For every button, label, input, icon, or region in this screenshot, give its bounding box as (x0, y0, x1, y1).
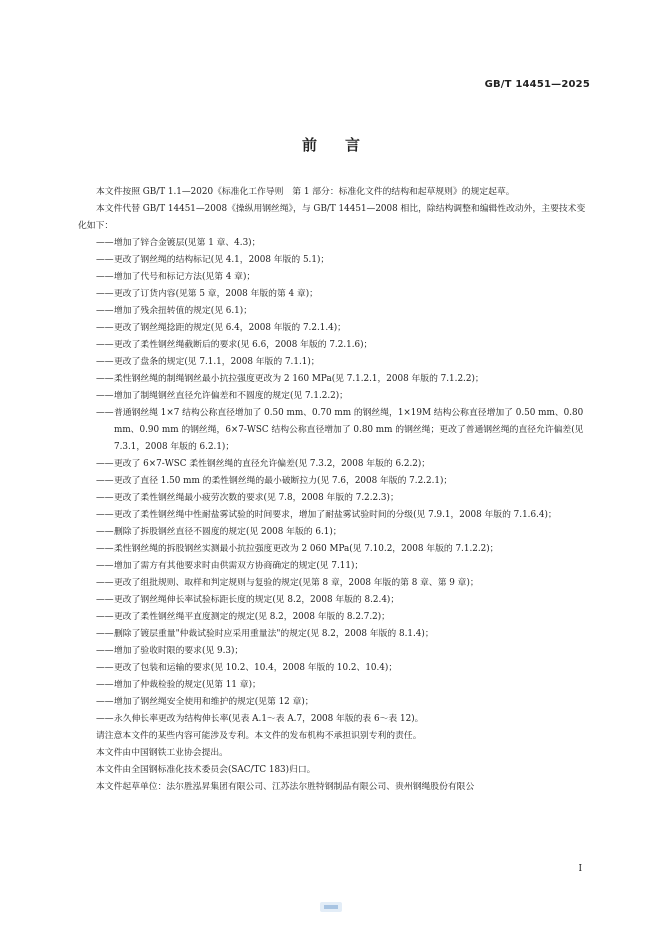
change-item (78, 541, 592, 558)
change-item (78, 473, 592, 490)
change-item (78, 354, 592, 371)
change-item (78, 558, 592, 575)
footer-logo-icon (320, 902, 342, 912)
change-text: 删除了镀层重量"仲裁试验时应采用重量法"的规定(见 8.2，2008 年版的 8.1.4)； (114, 629, 434, 639)
list-dash: —— (96, 714, 114, 724)
change-text: 更改了柔性钢丝绳截断后的要求(见 6.6，2008 年版的 7.2.1.6)； (114, 340, 373, 350)
change-text: 更改了组批规则、取样和判定规则与复验的规定(见第 8 章，2008 年版的第 8 章、第 9 章)； (114, 578, 479, 588)
list-dash: —— (96, 527, 114, 537)
list-dash: —— (96, 697, 114, 707)
change-text: 更改了钢丝绳伸长率试验标距长度的规定(见 8.2，2008 年版的 8.2.4)； (114, 595, 400, 605)
change-text: 更改了订货内容(见第 5 章，2008 年版的第 4 章)； (114, 289, 318, 299)
change-item (78, 694, 592, 711)
list-dash: —— (96, 561, 114, 571)
change-item (78, 660, 592, 677)
list-dash: —— (96, 595, 114, 605)
change-item (78, 303, 592, 320)
change-text: 增加了需方有其他要求时由供需双方协商确定的规定(见 7.11)； (114, 561, 364, 571)
change-item (78, 286, 592, 303)
change-text: 更改了柔性钢丝绳中性耐盐雾试验的时间要求，增加了耐盐雾试验时间的分级(见 7.9.1，2008 年版的 7.1.6.4)； (114, 510, 557, 520)
intro-paragraph: 本文件代替 GB/T 14451—2008《操纵用钢丝绳》，与 GB/T 14451—2008 相比，除结构调整和编辑性改动外，主要技术变化如下： (78, 204, 586, 231)
change-item (78, 320, 592, 337)
list-dash: —— (96, 476, 114, 486)
change-item (78, 592, 592, 609)
change-text: 更改了柔性钢丝绳最小疲劳次数的要求(见 7.8，2008 年版的 7.2.2.3)； (114, 493, 399, 503)
list-dash: —— (96, 340, 114, 350)
change-text: 增加了仲裁检验的规定(见第 11 章)； (114, 680, 261, 690)
list-dash: —— (96, 646, 114, 656)
list-dash: —— (96, 459, 114, 469)
change-item (78, 677, 592, 694)
change-item (78, 490, 592, 507)
change-item (78, 643, 592, 660)
change-text: 更改了包装和运输的要求(见 10.2、10.4，2008 年版的 10.2、10.4)； (114, 663, 398, 673)
change-text: 更改了直径 1.50 mm 的柔性钢丝绳的最小破断拉力(见 7.6，2008 年版的 7.2.2.1)； (114, 476, 453, 486)
page-number: I (578, 864, 582, 874)
closing-paragraph: 本文件起草单位：法尔胜泓昇集团有限公司、江苏法尔胜特钢制品有限公司、贵州钢绳股份有限公 (96, 782, 475, 792)
intro-paragraph: 本文件按照 GB/T 1.1—2020《标准化工作导则 第 1 部分：标准化文件的结构和起草规则》的规定起草。 (96, 187, 515, 197)
change-item (78, 575, 592, 592)
change-text: 柔性钢丝绳的制绳钢丝最小抗拉强度更改为 2 160 MPa(见 7.1.2.1，2008 年版的 7.1.2.2)； (114, 374, 484, 384)
list-dash: —— (96, 272, 114, 282)
change-text: 删除了拆股钢丝直径不圆度的规定(见 2008 年版的 6.1)； (114, 527, 342, 537)
change-item (78, 711, 592, 728)
list-dash: —— (96, 289, 114, 299)
list-dash: —— (96, 493, 114, 503)
list-dash: —— (96, 306, 114, 316)
change-item (78, 269, 592, 286)
change-item (78, 405, 592, 456)
list-dash: —— (96, 255, 114, 265)
change-text: 增加了残余扭转值的规定(见 6.1)； (114, 306, 253, 316)
closing-paragraph: 本文件由中国钢铁工业协会提出。 (96, 748, 228, 758)
change-item (78, 252, 592, 269)
change-item (78, 235, 592, 252)
list-dash: —— (96, 680, 114, 690)
list-dash: —— (96, 578, 114, 588)
change-text: 增加了钢丝绳安全使用和维护的规定(见第 12 章)； (114, 697, 314, 707)
list-dash: —— (96, 629, 114, 639)
closing-paragraph: 请注意本文件的某些内容可能涉及专利。本文件的发布机构不承担识别专利的责任。 (96, 731, 422, 741)
change-text: 增加了代号和标记方法(见第 4 章)； (114, 272, 256, 282)
change-text: 更改了盘条的规定(见 7.1.1，2008 年版的 7.1.1)； (114, 357, 320, 367)
change-text: 增加了锌合金镀层(见第 1 章、4.3)； (114, 238, 261, 248)
change-text: 增加了验收时限的要求(见 9.3)； (114, 646, 244, 656)
change-text: 柔性钢丝绳的拆股钢丝实测最小抗拉强度更改为 2 060 MPa(见 7.10.2，2008 年版的 7.1.2.2)； (114, 544, 499, 554)
change-text: 增加了制绳钢丝直径允许偏差和不圆度的规定(见 7.1.2.2)； (114, 391, 348, 401)
page-title: 前言 (301, 136, 388, 154)
change-item (78, 371, 592, 388)
standard-code: GB/T 14451—2025 (484, 79, 590, 90)
list-dash: —— (96, 544, 114, 554)
change-item (78, 337, 592, 354)
changes-list (78, 235, 592, 728)
change-text: 普通钢丝绳 1×7 结构公称直径增加了 0.50 mm、0.70 mm 的钢丝绳，1×19M 结构公称直径增加了 0.50 mm、0.80 mm、0.90 mm 的钢丝绳，6×7-WSC 结构公称直径增加了 0.80 mm 的钢丝绳；更改了普通钢丝绳的直径允许偏差(见 7.3.1，2008 年版的 6.2.1)； (114, 408, 584, 452)
change-text: 更改了钢丝绳的结构标记(见 4.1，2008 年版的 5.1)； (114, 255, 330, 265)
change-item (78, 388, 592, 405)
change-item (78, 626, 592, 643)
list-dash: —— (96, 374, 114, 384)
list-dash: —— (96, 357, 114, 367)
change-item (78, 456, 592, 473)
list-dash: —— (96, 663, 114, 673)
closing-paragraph: 本文件由全国钢标准化技术委员会(SAC/TC 183)归口。 (96, 765, 316, 775)
change-item (78, 609, 592, 626)
list-dash: —— (96, 612, 114, 622)
list-dash: —— (96, 391, 114, 401)
change-text: 永久伸长率更改为结构伸长率(见表 A.1～表 A.7，2008 年版的表 6～表 12)。 (114, 714, 424, 724)
change-item (78, 524, 592, 541)
list-dash: —— (96, 238, 114, 248)
change-text: 更改了柔性钢丝绳平直度测定的规定(见 8.2，2008 年版的 8.2.7.2)； (114, 612, 390, 622)
change-text: 更改了钢丝绳捻距的规定(见 6.4，2008 年版的 7.2.1.4)； (114, 323, 346, 333)
list-dash: —— (96, 510, 114, 520)
document-body (78, 184, 592, 796)
list-dash: —— (96, 323, 114, 333)
change-item (78, 507, 592, 524)
list-dash: —— (96, 408, 114, 418)
change-text: 更改了 6×7-WSC 柔性钢丝绳的直径允许偏差(见 7.3.2，2008 年版的 6.2.2)； (114, 459, 431, 469)
